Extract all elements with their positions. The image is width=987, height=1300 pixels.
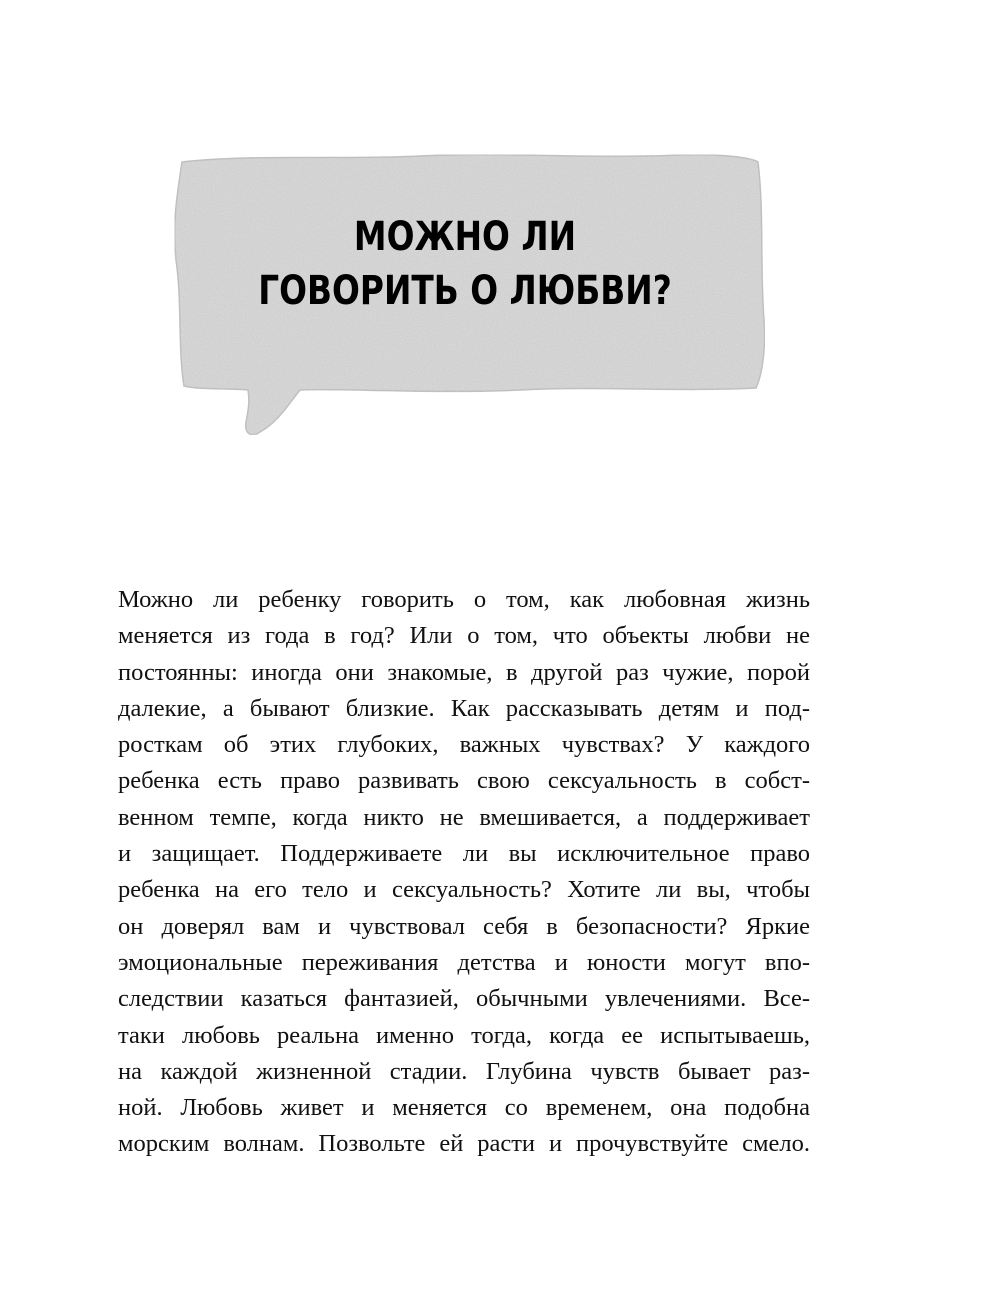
speech-bubble xyxy=(160,150,770,440)
text-line: ребенка есть право развивать свою сексуальность в собст- xyxy=(118,767,810,795)
text-line: венном темпе, когда никто не вмешивается, а поддерживает xyxy=(118,803,810,831)
page-title xyxy=(227,210,703,318)
text-line: далекие, а бывают близкие. Как рассказывать детям и под- xyxy=(118,694,810,722)
title-line-2: ГОВОРИТЬ О ЛЮБВИ? xyxy=(258,268,672,314)
text-line: ной. Любовь живет и меняется со временем, она подобна xyxy=(118,1094,810,1122)
text-line: постоянны: иногда они знакомые, в другой раз чужие, порой xyxy=(118,658,810,686)
text-line: и защищает. Поддерживаете ли вы исключительное право xyxy=(118,840,810,868)
text-line: ребенка на его тело и сексуальность? Хотите ли вы, чтобы xyxy=(118,876,810,904)
text-line: морским волнам. Позвольте ей расти и прочувствуйте смело. xyxy=(118,1130,810,1158)
title-line-1: МОЖНО ЛИ xyxy=(353,214,577,260)
text-line: таки любовь реальна именно тогда, когда ее испытываешь, xyxy=(118,1021,810,1049)
text-line: росткам об этих глубоких, важных чувствах? У каждого xyxy=(118,731,810,759)
text-line: следствии казаться фантазией, обычными увлечениями. Все- xyxy=(118,985,810,1013)
text-line: меняется из года в год? Или о том, что объекты любви не xyxy=(118,622,810,650)
text-line: эмоциональные переживания детства и юности могут впо- xyxy=(118,948,810,976)
text-line: он доверял вам и чувствовал себя в безопасности? Яркие xyxy=(118,912,810,940)
body-paragraph xyxy=(118,582,810,1163)
text-line: Можно ли ребенку говорить о том, как любовная жизнь xyxy=(118,586,810,613)
text-line: на каждой жизненной стадии. Глубина чувств бывает раз- xyxy=(118,1057,810,1085)
